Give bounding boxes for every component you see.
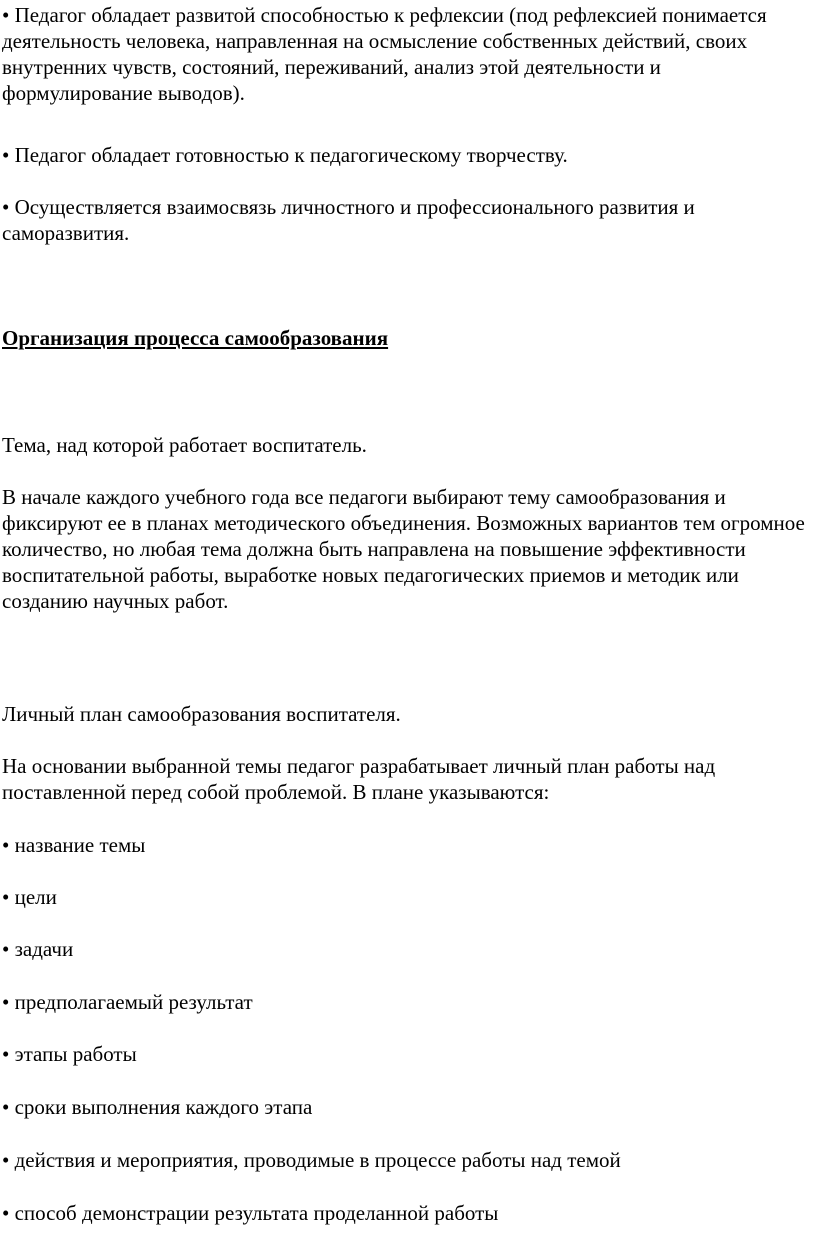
plan-item: • предполагаемый результат [2, 990, 253, 1014]
topic-paragraph: В начале каждого учебного года все педагоги выбирают тему самообразования и фиксируют ее в планах методического объединения. Возможных вариантов тем огромное количество, но любая тема должна быть направлена на повышение эффективности воспитательной работы, выработке новых педагогических приемов и методик или созданию научных работ. [2, 485, 805, 613]
section-heading: Организация процесса самообразования [2, 326, 389, 350]
plan-item: • этапы работы [2, 1042, 137, 1066]
plan-paragraph: На основании выбранной темы педагог разрабатывает личный план работы над поставленной перед собой проблемой. В плане указываются: [2, 754, 716, 804]
plan-item: • действия и мероприятия, проводимые в процессе работы над темой [2, 1148, 621, 1172]
plan-item: • название темы [2, 833, 146, 857]
plan-item: • способ демонстрации результата проделанной работы [2, 1201, 499, 1225]
topic-title: Тема, над которой работает воспитатель. [2, 433, 367, 457]
paragraph-creativity: • Педагог обладает готовностью к педагогическому творчеству. [2, 143, 568, 167]
plan-item: • цели [2, 885, 57, 909]
plan-title: Личный план самообразования воспитателя. [2, 702, 401, 726]
paragraph-reflection: • Педагог обладает развитой способностью к рефлексии (под рефлексией понимается деятельность человека, направленная на осмысление собственных действий, своих внутренних чувств, состояний, переживаний, анализ этой деятельности и формулирование выводов). [2, 3, 767, 105]
plan-item: • сроки выполнения каждого этапа [2, 1095, 313, 1119]
paragraph-development: • Осуществляется взаимосвязь личностного и профессионального развития и саморазвития. [2, 195, 695, 245]
plan-item: • задачи [2, 937, 74, 961]
